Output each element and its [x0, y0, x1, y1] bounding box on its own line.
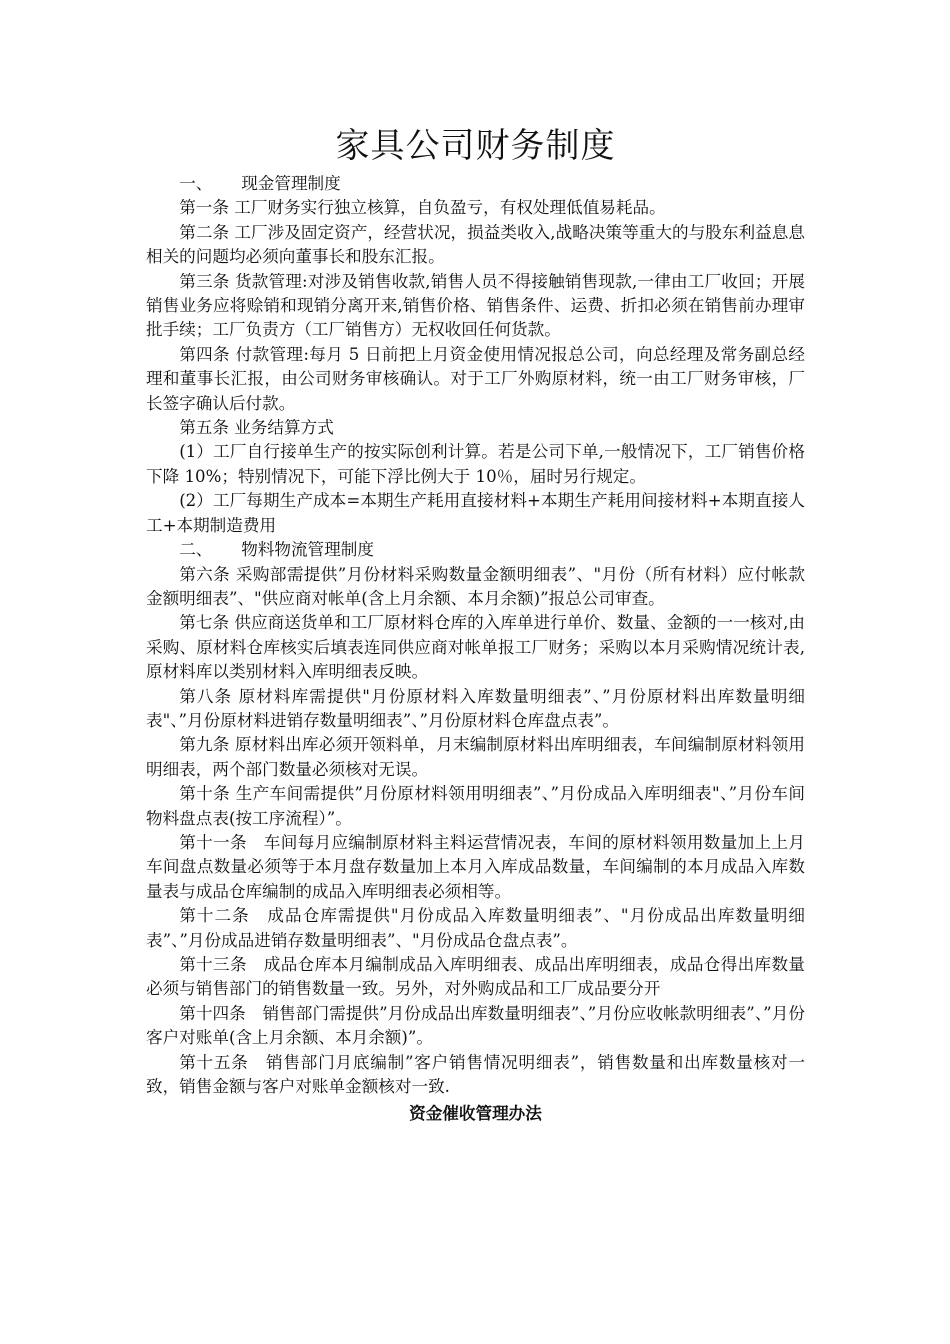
article-3: 第三条 货款管理:对涉及销售收款,销售人员不得接触销售现款,一律由工厂收回；开展销售业务应将赊销和现销分离开来,销售价格、销售条件、运费、折扣必须在销售前办理审批手续；工厂负责方（工厂销售方）无权收回任何货款。	[146, 271, 805, 340]
section-number: 一、	[179, 174, 213, 193]
sub-title: 资金催收管理办法	[409, 1103, 542, 1124]
article-15: 第十五条 销售部门月底编制”客户销售情况明细表”，销售数量和出库数量核对一致，销售金额与客户对账单金额核对一致.	[146, 1052, 805, 1097]
section-heading-logistics	[146, 538, 805, 562]
settlement-item-1: (1）工厂自行接单生产的按实际创利计算。若是公司下单,一般情况下，工厂销售价格下降 10%；特别情况下，可能下浮比例大于 10％，届时另行规定。	[146, 442, 805, 486]
article-9: 第九条 原材料出库必须开领料单，月末编制原材料出库明细表，车间编制原材料领用明细表，两个部门数量必须核对无误。	[146, 735, 805, 779]
article-7: 第七条 供应商送货单和工厂原材料仓库的入库单进行单价、数量、金额的一一核对,由采购、原材料仓库核实后填表连同供应商对帐单报工厂财务；采购以本月采购情况统计表,原材料库以类别材料入库明细表反映。	[146, 613, 805, 682]
article-1: 第一条 工厂财务实行独立核算，自负盈亏，有权处理低值易耗品。	[179, 198, 666, 218]
article-10: 第十条 生产车间需提供”月份原材料领用明细表”、”月份成品入库明细表"、”月份车间物料盘点表(按工序流程）”。	[146, 784, 805, 828]
document-title: 家具公司财务制度	[335, 126, 616, 166]
section-heading-cash	[146, 172, 805, 196]
article-8: 第八条 原材料库需提供"月份原材料入库数量明细表”、”月份原材料出库数量明细表"、”月份原材料进销存数量明细表”、”月份原材料仓库盘点表”。	[146, 686, 805, 730]
section-title: 现金管理制度	[241, 174, 341, 193]
document-page	[146, 122, 805, 1126]
article-11: 第十一条 车间每月应编制原材料主料运营情况表，车间的原材料领用数量加上上月车间盘点数量必须等于本月盘存数量加上本月入库成品数量，车间编制的本月成品入库数量表与成品仓库编制的成品入库明细表必须相等。	[146, 832, 805, 901]
article-4: 第四条 付款管理:每月 5 日前把上月资金使用情况报总公司，向总经理及常务副总经理和董事长汇报，由公司财务审核确认。对于工厂外购原材料，统一由工厂财务审核，厂长签字确认后付款。	[146, 344, 805, 413]
article-6: 第六条 采购部需提供”月份材料采购数量金额明细表”、"月份（所有材料）应付帐款金额明细表”、"供应商对帐单(含上月余额、本月余额)”报总公司审查。	[146, 564, 805, 608]
settlement-item-2: (2）工厂每期生产成本=本期生产耗用直接材料+本期生产耗用间接材料+本期直接人工+本期制造费用	[146, 491, 805, 535]
section-title: 物料物流管理制度	[241, 540, 374, 560]
section-number: 二、	[179, 540, 213, 560]
article-12: 第十二条 成品仓库需提供"月份成品入库数量明细表”、"月份成品出库数量明细表”、”月份成品进销存数量明细表”、"月份成品仓盘点表”。	[146, 906, 805, 950]
article-2: 第二条 工厂涉及固定资产，经营状况，损益类收入,战略决策等重大的与股东利益息息相关的问题均必须向董事长和股东汇报。	[146, 222, 805, 267]
article-5: 第五条 业务结算方式	[179, 418, 334, 438]
article-13: 第十三条 成品仓库本月编制成品入库明细表、成品出库明细表，成品仓得出库数量必须与销售部门的销售数量一致。另外，对外购成品和工厂成品要分开	[146, 955, 805, 999]
article-14: 第十四条 销售部门需提供”月份成品出库数量明细表”、”月份应收帐款明细表”、”月份客户对账单(含上月余额、本月余额)”。	[146, 1003, 805, 1048]
